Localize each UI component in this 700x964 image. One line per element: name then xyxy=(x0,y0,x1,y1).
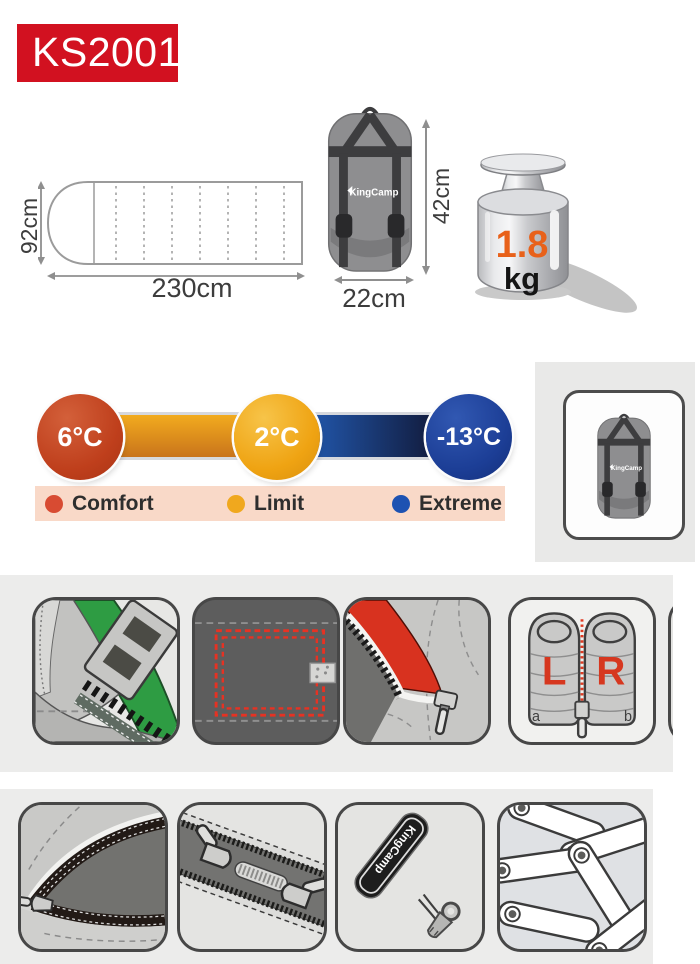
feature-tile-zipper-guard xyxy=(32,597,180,745)
double-slider-zipper-icon xyxy=(180,805,324,949)
zip-corner-b-label: b xyxy=(624,708,633,725)
zipper-guard-buckle-icon xyxy=(35,600,177,742)
zip-corner-a-label: a xyxy=(531,708,540,725)
hollow-fiber-icon xyxy=(500,805,644,949)
zip-left-label: L xyxy=(541,648,567,694)
inner-pocket-icon xyxy=(195,600,337,742)
feature-tile-inner-pocket xyxy=(192,597,340,745)
feature-tile-partial xyxy=(668,597,673,745)
feature-tile-two-way-zipper xyxy=(18,802,168,952)
extreme-temp-badge: -13°C xyxy=(426,394,512,480)
extreme-label: Extreme xyxy=(419,491,502,515)
flat-bag-height-label: 92cm xyxy=(16,197,42,255)
anti-snag-zipper-icon xyxy=(346,600,488,742)
packed-bag-height-label: 42cm xyxy=(428,167,454,225)
features-row-2 xyxy=(0,789,653,964)
limit-temp-badge: 2°C xyxy=(234,394,320,480)
flat-bag-diagram-icon xyxy=(38,178,308,282)
packed-bag-card xyxy=(563,390,685,540)
zip-right-label: R xyxy=(596,648,626,694)
zip-together-icon xyxy=(511,600,653,742)
feature-tile-double-sliders xyxy=(177,802,327,952)
packed-bag-small-icon xyxy=(594,409,654,521)
temperature-legend xyxy=(35,486,505,521)
feature-tile-zip-together xyxy=(508,597,656,745)
branded-zipper-pull-icon xyxy=(338,805,482,949)
model-badge: KS2001 xyxy=(17,24,178,82)
flat-bag-width-label: 230cm xyxy=(151,273,233,303)
comfort-dot-icon xyxy=(45,495,63,513)
features-row-1 xyxy=(0,575,673,772)
cold-gradient-bar xyxy=(313,412,434,460)
feature-tile-hollow-fiber xyxy=(497,802,647,952)
feature-tile-anti-snag-zipper xyxy=(343,597,491,745)
extreme-legend-item xyxy=(392,486,502,521)
packed-bag-icon xyxy=(322,100,418,275)
comfort-temp-badge: 6°C xyxy=(37,394,123,480)
comfort-label: Comfort xyxy=(72,491,154,515)
weight-value: 1.8 xyxy=(495,224,549,266)
feature-tile-zipper-pull xyxy=(335,802,485,952)
packed-bag-panel xyxy=(535,362,695,562)
comfort-legend-item xyxy=(45,486,154,521)
limit-dot-icon xyxy=(227,495,245,513)
warm-gradient-bar xyxy=(116,412,242,460)
packed-bag-width-label: 22cm xyxy=(342,283,406,313)
extreme-dot-icon xyxy=(392,495,410,513)
zipper-pull-brand-label: KingCamp xyxy=(371,822,419,877)
two-way-zipper-icon xyxy=(21,805,165,949)
limit-legend-item xyxy=(227,486,304,521)
limit-label: Limit xyxy=(254,491,305,515)
weight-unit: kg xyxy=(503,261,541,296)
